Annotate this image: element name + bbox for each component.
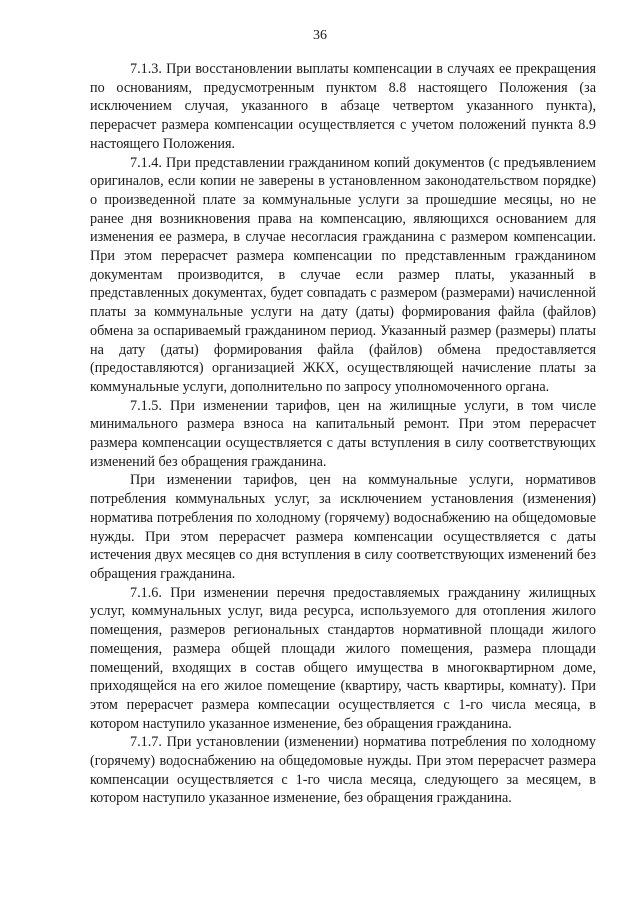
page-number: 36: [313, 28, 327, 43]
paragraph-7-1-6: 7.1.6. При изменении перечня предоставляемых гражданину жилищных услуг, коммунальных услуг, вида ресурса, используемого для отопления жилого помещения, размеров региональных стандартов нормативной площади жилого помещения, размера общей площади жилого помещения, размера площади помещений, входящих в состав общего имущества в многоквартирном доме, приходящейся на его жилое помещение (квартиру, часть квартиры, комнату). При этом перерасчет размера компесации осуществляется с 1-го числа месяца, в котором наступило указанное изменение, без обращения гражданина.: [90, 584, 596, 732]
paragraph-7-1-7: 7.1.7. При установлении (изменении) норматива потребления по холодному (горячему) водоснабжению на общедомовые нужды. При этом перерасчет размера компенсации осуществляется с 1-го числа месяца, следующего за месяцем, в котором наступило указанное изменение, без обращения гражданина.: [90, 734, 596, 807]
paragraph-7-1-4: 7.1.4. При представлении гражданином копий документов (с предъявлением оригиналов, если копии не заверены в установленном законодательством порядке) о произведенной плате за коммунальные услуги за прошедшие месяцы, но не ранее дня возникновения права на компенсацию, являющихся основанием для изменения ее размера, в случае несогласия гражданина с размером компенсации. При этом перерасчет размера компенсации по представленным гражданином документам производится, в случае если размер платы, указанный в представленных документах, будет совпадать с размером (размерами) начисленной платы за коммунальные услуги на дату (даты) формирования файла (файлов) обмена за оспариваемый гражданином период. Указанный размер (размеры) платы на дату (даты) формирования файла (файлов) обмена предоставляется (предоставляются) организацией ЖКХ, осуществляющей начисление платы за коммунальные услуги, дополнительно по запросу уполномоченного органа.: [90, 154, 596, 395]
paragraph-tariff-change: При изменении тарифов, цен на коммунальные услуги, нормативов потребления коммунальных услуг, за исключением установления (изменения) норматива потребления по холодному (горячему) водоснабжению на общедомовые нужды. При этом перерасчет размера компенсации осуществляется с даты истечения двух месяцев со дня вступления в силу соответствующих изменений без обращения гражданина.: [90, 472, 596, 582]
paragraph-7-1-3: 7.1.3. При восстановлении выплаты компенсации в случаях ее прекращения по основаниям, предусмотренным пунктом 8.8 настоящего Положения (за исключением случая, указанного в абзаце четвертом указанного пункта), перерасчет размера компенсации осуществляется с учетом положений пункта 8.9 настоящего Положения.: [90, 61, 596, 152]
document-body: [90, 60, 596, 808]
paragraph-7-1-5: 7.1.5. При изменении тарифов, цен на жилищные услуги, в том числе минимального размера взноса на капитальный ремонт. При этом перерасчет размера компенсации осуществляется с даты вступления в силу соответствующих изменений без обращения гражданина.: [90, 397, 596, 470]
